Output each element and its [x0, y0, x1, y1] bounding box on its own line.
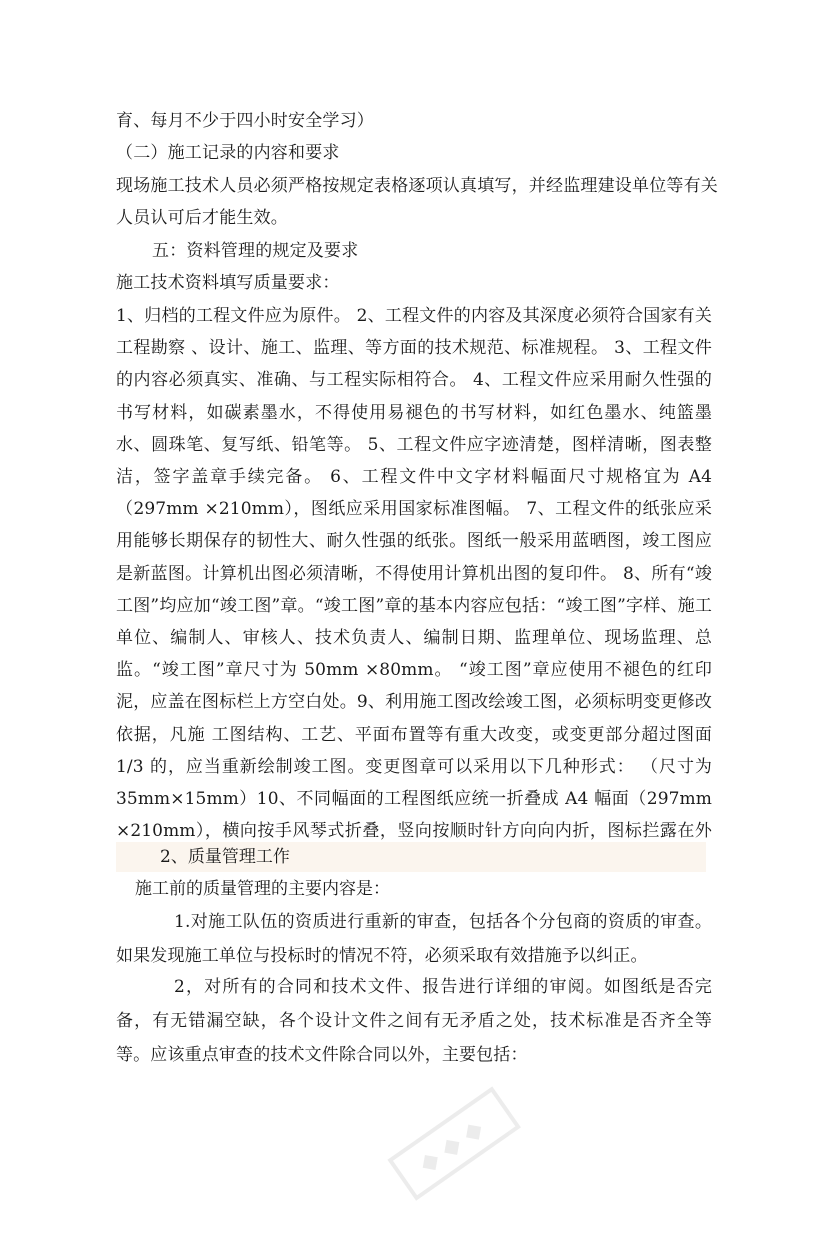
- text-line-3: 现场施工技术人员必须严格按规定表格逐项认真填写，并经监理建设单位等有关: [116, 176, 718, 196]
- subheading-construction-records: （二）施工记录的内容和要求: [116, 143, 340, 163]
- section-title-quality-management: 2、质量管理工作: [160, 847, 290, 867]
- section-highlight-bar: [116, 842, 706, 872]
- requirements-paragraph: 1、归档的工程文件应为原件。 2、工程文件的内容及其深度必须符合国家有关工程勘察 、设计、施工、监理、等方面的技术规范、标准规程。 3、工程文件的内容必须真实、准确、与工程实际相符合。 4、工程文件应采用耐久性强的书写材料，如碳素墨水，不得使用易褪色的书写材料，如红色墨水、纯篮墨水、圆珠笔、复写纸、铅笔等。 5、工程文件应字迹清楚，图样清晰，图表整洁，签字盖章手续完备。 6、工程文件中文字材料幅面尺寸规格宜为 A4（297mm ×210mm），图纸应采用国家标准图幅。 7、工程文件的纸张应采用能够长期保存的韧性大、耐久性强的纸张。图纸一般采用蓝晒图，竣工图应是新蓝图。计算机出图必须清晰，不得使用计算机出图的复印件。 8、所有“竣工图”均应加“竣工图”章。“竣工图”章的基本内容应包括：“竣工图”字样、施工单位、编制人、审核人、技术负责人、编制日期、监理单位、现场监理、总监。“竣工图”章尺寸为 50mm ×80mm。 “竣工图”章应使用不褪色的红印泥，应盖在图标栏上方空白处。9、利用施工图改绘竣工图，必须标明变更修改依据，凡施 工图结构、工艺、平面布置等有重大改变，或变更部分超过图面 1/3 的，应当重新绘制竣工图。变更图章可以采用以下几种形式： （尺寸为 35mm×15mm）10、不同幅面的工程图纸应统一折叠成 A4 幅面（297mm ×210mm），横向按手风琴式折叠，竖向按顺时针方向向内折，图标拦露在外: [116, 306, 712, 842]
- text-line-1: 育、每月不少于四小时安全学习）: [116, 111, 374, 131]
- heading-data-management: 五：资料管理的规定及要求: [152, 241, 359, 261]
- intro-line: 施工前的质量管理的主要内容是：: [135, 879, 390, 899]
- text-line-6: 施工技术资料填写质量要求：: [116, 273, 340, 293]
- watermark-box: ◆◆◆: [387, 1086, 521, 1200]
- quality-item-1: 1.对施工队伍的资质进行重新的审查，包括各个分包商的资质的审查。如果发现施工单位与投标时的情况不符，必须采取有效措施予以纠正。: [116, 912, 712, 966]
- text-line-4: 人员认可后才能生效。: [116, 208, 288, 228]
- quality-item-2: 2，对所有的合同和技术文件、报告进行详细的审阅。如图纸是否完备，有无错漏空缺，各个设计文件之间有无矛盾之处，技术标准是否齐全等等。应该重点审查的技术文件除合同以外，主要包括：: [116, 977, 712, 1065]
